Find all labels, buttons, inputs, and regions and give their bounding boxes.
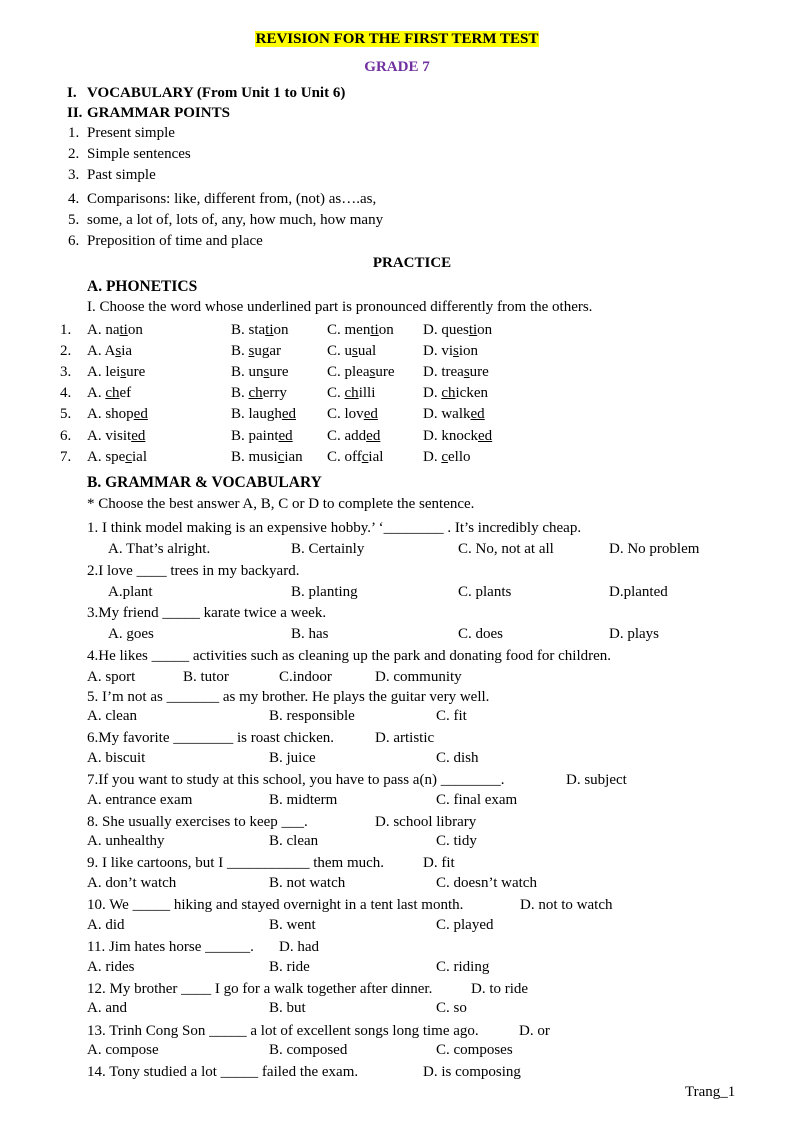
answer-option: B. juice xyxy=(269,750,316,766)
underlined-sound: s xyxy=(120,364,127,380)
option-text: ual xyxy=(357,343,377,359)
phonetics-option-c xyxy=(327,427,380,445)
option-text: ian xyxy=(284,449,303,465)
grammar-point-number: 5. xyxy=(68,212,80,228)
option-text: ia xyxy=(121,343,133,359)
answer-option: C. riding xyxy=(436,959,490,975)
phonetics-option-c xyxy=(327,405,378,423)
answer-option: B. midterm xyxy=(269,792,338,808)
underlined-sound: ed xyxy=(470,406,485,422)
option-d: D. fit xyxy=(423,855,455,871)
option-text: B. sta xyxy=(231,322,266,338)
question-text: 12. My brother ____ I go for a walk together after dinner. xyxy=(87,981,433,997)
option-text: A. na xyxy=(87,322,120,338)
phonetics-question-number: 5. xyxy=(60,406,72,422)
phonetics-option-c xyxy=(327,363,395,381)
underlined-sound: s xyxy=(352,343,358,359)
answer-option: A. biscuit xyxy=(87,750,146,766)
phonetics-option-d xyxy=(423,321,492,339)
answer-option: C. dish xyxy=(436,750,479,766)
grammar-point-item: Past simple xyxy=(87,167,156,183)
option-text: D. vi xyxy=(423,343,453,359)
option-text: C. xyxy=(327,385,345,401)
option-d: D. had xyxy=(279,939,319,955)
answer-option: B. tutor xyxy=(183,669,229,685)
underlined-sound: ch xyxy=(441,385,456,401)
answer-option: B. went xyxy=(269,917,316,933)
question-text: 8. She usually exercises to keep ___. xyxy=(87,814,308,830)
underlined-sound: ti xyxy=(468,322,478,338)
option-text: C. men xyxy=(327,322,371,338)
phonetics-heading: A. PHONETICS xyxy=(87,278,198,295)
option-text: ef xyxy=(119,385,132,401)
option-text: B. paint xyxy=(231,428,279,444)
document-title xyxy=(0,30,794,48)
option-text: B. musi xyxy=(231,449,278,465)
answer-option: B. composed xyxy=(269,1042,348,1058)
answer-option: A. goes xyxy=(108,626,154,642)
option-text: A. shop xyxy=(87,406,134,422)
option-text: A. lei xyxy=(87,364,121,380)
underlined-sound: ed xyxy=(363,406,378,422)
grammar-heading: B. GRAMMAR & VOCABULARY xyxy=(87,474,322,491)
phonetics-option-b xyxy=(231,427,293,445)
answer-option: C. final exam xyxy=(436,792,518,808)
option-text: ello xyxy=(448,449,471,465)
grade-label: GRADE 7 xyxy=(364,59,430,75)
phonetics-option-c xyxy=(327,448,383,466)
underlined-sound: s xyxy=(263,364,270,380)
option-text: C. off xyxy=(327,449,362,465)
question-text: 4.He likes _____ activities such as cleaning up the park and donating food for children. xyxy=(87,648,612,664)
practice-heading: PRACTICE xyxy=(372,255,452,271)
phonetics-instruction: I. Choose the word whose underlined part is pronounced differently from the others. xyxy=(87,299,593,315)
phonetics-option-d xyxy=(423,405,485,423)
answer-option: A. compose xyxy=(87,1042,159,1058)
option-text: ure xyxy=(269,364,289,380)
answer-option: B. clean xyxy=(269,833,319,849)
answer-option: C. does xyxy=(458,626,503,642)
grammar-instruction: * Choose the best answer A, B, C or D to complete the sentence. xyxy=(87,496,475,512)
section-2-number: II. xyxy=(67,105,83,121)
underlined-sound: s xyxy=(248,343,255,359)
option-d: D. to ride xyxy=(471,981,529,997)
answer-option: C. fit xyxy=(436,708,467,724)
phonetics-option-b xyxy=(231,363,289,381)
answer-option: D. plays xyxy=(609,626,659,642)
underlined-sound: ed xyxy=(131,428,146,444)
phonetics-option-d xyxy=(423,384,488,402)
phonetics-option-a xyxy=(87,321,143,339)
option-text: C. plea xyxy=(327,364,370,380)
phonetics-option-a xyxy=(87,363,145,381)
option-text: B. un xyxy=(231,364,264,380)
phonetics-option-b xyxy=(231,321,289,339)
phonetics-option-b xyxy=(231,342,281,360)
question-text: 5. I’m not as _______ as my brother. He plays the guitar very well. xyxy=(87,689,490,705)
phonetics-option-c xyxy=(327,321,394,339)
section-2-title: GRAMMAR POINTS xyxy=(87,105,230,121)
option-text: C. lov xyxy=(327,406,364,422)
underlined-sound: ed xyxy=(366,428,381,444)
underlined-sound: s xyxy=(453,343,459,359)
phonetics-option-c xyxy=(327,384,375,402)
answer-option: C. plants xyxy=(458,584,512,600)
question-text: 1. I think model making is an expensive hobby.’ ‘________ . It’s incredibly cheap. xyxy=(87,520,582,536)
underlined-sound: ch xyxy=(105,385,120,401)
option-d: D. is composing xyxy=(423,1064,521,1080)
answer-option: A. unhealthy xyxy=(87,833,165,849)
answer-option: C. composes xyxy=(436,1042,513,1058)
option-text: on xyxy=(273,322,289,338)
option-text: A. visit xyxy=(87,428,132,444)
grammar-point-number: 3. xyxy=(68,167,80,183)
option-text: C. add xyxy=(327,428,367,444)
underlined-sound: s xyxy=(463,364,470,380)
grammar-point-number: 1. xyxy=(68,125,80,141)
underlined-sound: c xyxy=(361,449,369,465)
grammar-point-item: some, a lot of, lots of, any, how much, how many xyxy=(87,212,384,228)
option-d: D. school library xyxy=(375,814,477,830)
option-text: on xyxy=(127,322,143,338)
option-text: ial xyxy=(368,449,384,465)
answer-option: B. responsible xyxy=(269,708,355,724)
option-text: A. A xyxy=(87,343,116,359)
option-d: D. artistic xyxy=(375,730,435,746)
option-text: ial xyxy=(132,449,147,465)
answer-option: A. did xyxy=(87,917,125,933)
phonetics-option-a xyxy=(87,384,131,402)
option-text: ugar xyxy=(254,343,282,359)
option-text: B. xyxy=(231,385,249,401)
phonetics-question-number: 4. xyxy=(60,385,72,401)
underlined-sound: ti xyxy=(265,322,274,338)
phonetics-option-d xyxy=(423,448,471,466)
answer-option: A. rides xyxy=(87,959,135,975)
answer-option: C. so xyxy=(436,1000,467,1016)
phonetics-option-d xyxy=(423,342,478,360)
answer-option: A.plant xyxy=(108,584,153,600)
option-text: illi xyxy=(358,385,376,401)
page-number: Trang_1 xyxy=(685,1084,736,1100)
option-text: D. knock xyxy=(423,428,478,444)
option-text: D. walk xyxy=(423,406,471,422)
option-text: ure xyxy=(126,364,146,380)
phonetics-option-c xyxy=(327,342,376,360)
answer-option: B. not watch xyxy=(269,875,346,891)
option-text: D. xyxy=(423,449,442,465)
answer-option: A. and xyxy=(87,1000,127,1016)
answer-option: D.planted xyxy=(609,584,668,600)
question-text: 3.My friend _____ karate twice a week. xyxy=(87,605,327,621)
underlined-sound: ed xyxy=(133,406,148,422)
underlined-sound: ed xyxy=(478,428,493,444)
answer-option: B. has xyxy=(291,626,329,642)
answer-option: D. community xyxy=(375,669,462,685)
grammar-point-number: 6. xyxy=(68,233,80,249)
grammar-point-item: Preposition of time and place xyxy=(87,233,263,249)
option-text: erry xyxy=(262,385,287,401)
underlined-sound: c xyxy=(441,449,449,465)
phonetics-question-number: 6. xyxy=(60,428,72,444)
option-d: D. subject xyxy=(566,772,627,788)
answer-option: A. sport xyxy=(87,669,136,685)
answer-option: A. entrance exam xyxy=(87,792,193,808)
grammar-point-number: 2. xyxy=(68,146,80,162)
option-text: A. spe xyxy=(87,449,126,465)
answer-option: C. No, not at all xyxy=(458,541,554,557)
option-text: ure xyxy=(469,364,489,380)
answer-option: C.indoor xyxy=(279,669,332,685)
grammar-point-item: Simple sentences xyxy=(87,146,191,162)
answer-option: B. planting xyxy=(291,584,358,600)
option-text: C. u xyxy=(327,343,353,359)
phonetics-question-number: 1. xyxy=(60,322,72,338)
title-text: REVISION FOR THE FIRST TERM TEST xyxy=(255,31,539,47)
answer-option: C. doesn’t watch xyxy=(436,875,537,891)
phonetics-question-number: 3. xyxy=(60,364,72,380)
answer-option: D. No problem xyxy=(609,541,700,557)
phonetics-question-number: 2. xyxy=(60,343,72,359)
answer-option: B. Certainly xyxy=(291,541,365,557)
option-d: D. not to watch xyxy=(520,897,613,913)
question-text: 7.If you want to study at this school, you have to pass a(n) ________. xyxy=(87,772,505,788)
option-text: B. xyxy=(231,343,249,359)
grammar-point-number: 4. xyxy=(68,191,80,207)
option-text: ion xyxy=(458,343,479,359)
option-text: on xyxy=(378,322,394,338)
underlined-sound: ch xyxy=(344,385,359,401)
underlined-sound: ed xyxy=(281,406,297,422)
question-text: 14. Tony studied a lot _____ failed the exam. xyxy=(87,1064,359,1080)
phonetics-option-a xyxy=(87,448,147,466)
answer-option: C. played xyxy=(436,917,494,933)
option-text: D. ques xyxy=(423,322,469,338)
phonetics-option-b xyxy=(231,448,303,466)
question-text: 9. I like cartoons, but I ___________ them much. xyxy=(87,855,385,871)
grammar-point-item: Present simple xyxy=(87,125,175,141)
phonetics-option-a xyxy=(87,342,132,360)
phonetics-option-d xyxy=(423,427,492,445)
section-1-title: VOCABULARY (From Unit 1 to Unit 6) xyxy=(87,85,346,101)
question-text: 13. Trinh Cong Son _____ a lot of excellent songs long time ago. xyxy=(87,1023,479,1039)
underlined-sound: ch xyxy=(248,385,263,401)
option-text: A. xyxy=(87,385,106,401)
phonetics-option-a xyxy=(87,405,148,423)
option-text: on xyxy=(477,322,493,338)
underlined-sound: c xyxy=(277,449,285,465)
phonetics-option-b xyxy=(231,405,296,423)
underlined-sound: c xyxy=(125,449,132,465)
question-text: 6.My favorite ________ is roast chicken. xyxy=(87,730,335,746)
answer-option: A. don’t watch xyxy=(87,875,177,891)
underlined-sound: ti xyxy=(119,322,128,338)
section-1-number: I. xyxy=(67,85,77,101)
underlined-sound: ed xyxy=(278,428,293,444)
question-text: 2.I love ____ trees in my backyard. xyxy=(87,563,300,579)
option-text: icken xyxy=(455,385,488,401)
option-text: D. trea xyxy=(423,364,464,380)
phonetics-question-number: 7. xyxy=(60,449,72,465)
option-text: ure xyxy=(375,364,395,380)
answer-option: B. but xyxy=(269,1000,306,1016)
question-text: 10. We _____ hiking and stayed overnight in a tent last month. xyxy=(87,897,464,913)
phonetics-option-b xyxy=(231,384,287,402)
phonetics-option-d xyxy=(423,363,489,381)
option-d: D. or xyxy=(519,1023,550,1039)
underlined-sound: s xyxy=(369,364,376,380)
grammar-point-item: Comparisons: like, different from, (not) as….as, xyxy=(87,191,377,207)
question-text: 11. Jim hates horse ______. xyxy=(87,939,254,955)
answer-option: A. clean xyxy=(87,708,137,724)
underlined-sound: s xyxy=(115,343,122,359)
answer-option: B. ride xyxy=(269,959,310,975)
answer-option: C. tidy xyxy=(436,833,477,849)
option-text: D. xyxy=(423,385,442,401)
underlined-sound: ti xyxy=(370,322,379,338)
option-text: B. laugh xyxy=(231,406,282,422)
answer-option: A. That’s alright. xyxy=(108,541,211,557)
phonetics-option-a xyxy=(87,427,145,445)
